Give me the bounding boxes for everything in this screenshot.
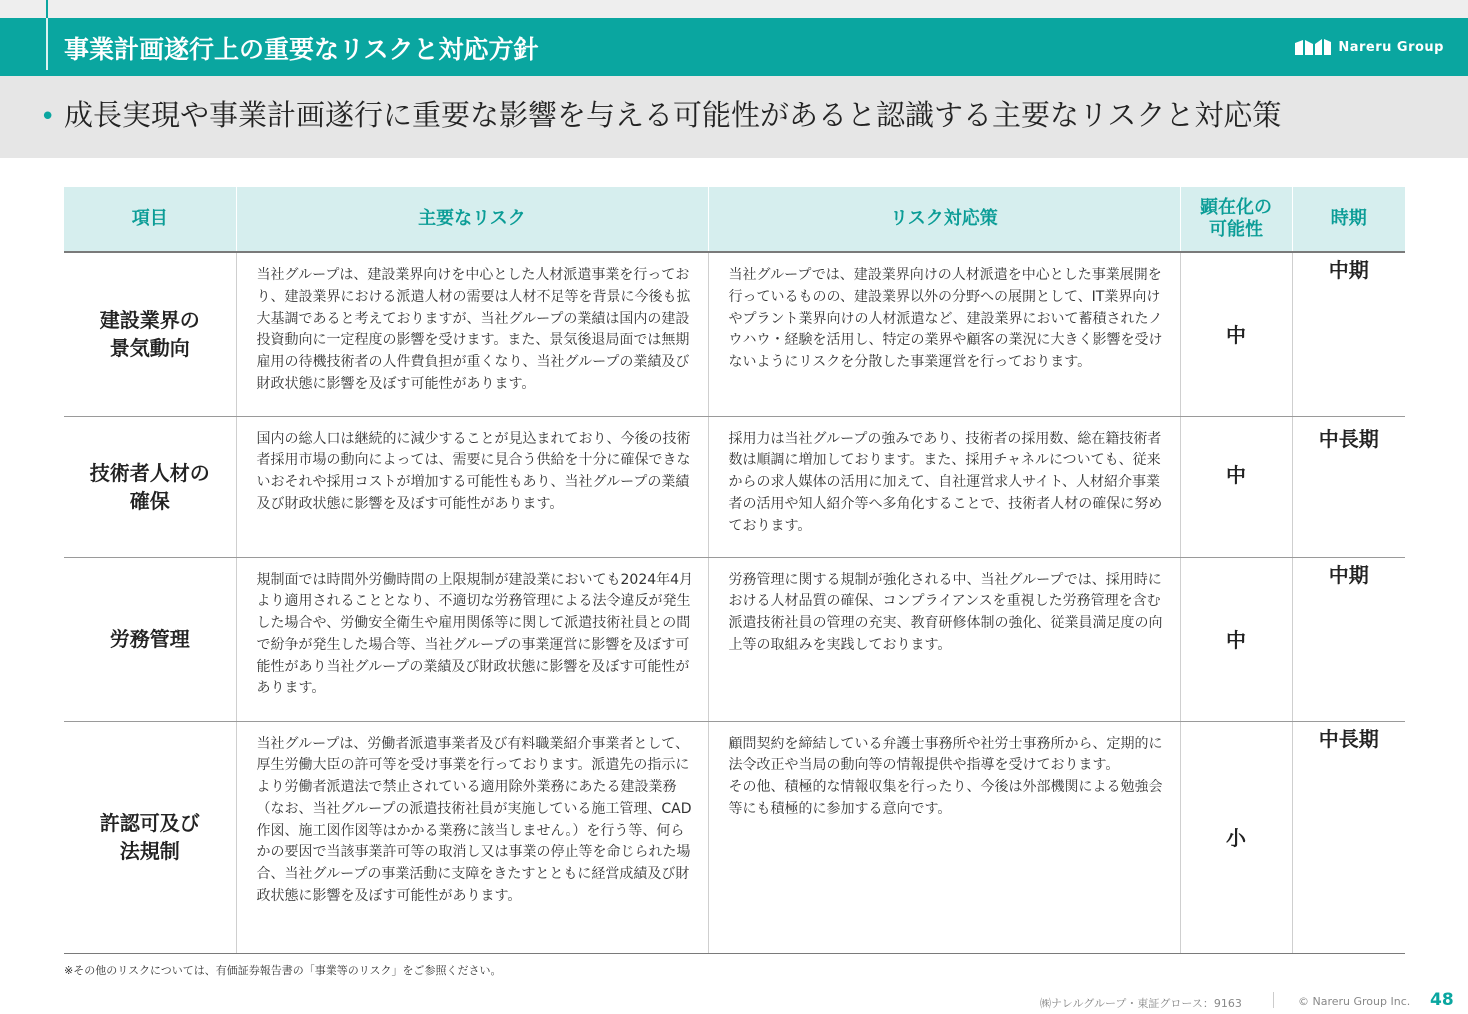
row-item-line1: 許認可及び (99, 811, 200, 835)
table-row (64, 557, 1405, 721)
row-item-line1: 建設業界の (99, 308, 200, 333)
header-divider (46, 18, 48, 70)
table-row (64, 721, 1405, 953)
bullet-icon: • (40, 102, 56, 132)
table-row (64, 416, 1405, 557)
header-period: 時期 (1292, 187, 1405, 252)
row-period: 中長期 (1292, 416, 1405, 557)
row-item (64, 252, 236, 416)
footer-copyright: © Nareru Group Inc. (1298, 995, 1411, 1008)
row-risk: 規制面では時間外労働時間の上限規制が建設業においても2024年4月より適用されることとなり、不適切な労務管理による法令違反が発生した場合や、労働安全衛生や雇用関係等に関して派遣技術社員との間で紛争が発生した場合等、当社グループの事業運営に影響を及ぼす可能性があり当社グループの業績及び財政状態に影響を及ぼす可能性があります。 (236, 557, 708, 721)
row-item-line2: 法規制 (119, 839, 180, 863)
row-item (64, 721, 236, 953)
row-likelihood: 中 (1180, 557, 1292, 721)
risk-table (64, 187, 1405, 954)
row-measure-para2: その他、積極的な情報収集を行ったり、今後は外部機関による勉強会等にも積極的に参加する意向です。 (728, 779, 1163, 817)
logo-mark-icon (1294, 37, 1332, 57)
row-item-line1: 技術者人材の (89, 460, 210, 485)
header-item: 項目 (64, 187, 236, 252)
row-risk: 国内の総人口は継続的に減少することが見込まれており、今後の技術者採用市場の動向によっては、需要に見合う供給を十分に確保できないおそれや採用コストが増加する可能性もあり、当社グループの業績及び財政状態に影響を及ぼす可能性があります。 (236, 416, 708, 557)
row-period: 中期 (1292, 252, 1405, 416)
row-item (64, 557, 236, 721)
header-risk: 主要なリスク (236, 187, 708, 252)
row-measure: 採用力は当社グループの強みであり、技術者の採用数、総在籍技術者数は順調に増加しております。また、採用チャネルについても、従来からの求人媒体の活用に加えて、自社運営求人サイト、人材紹介事業者の活用や知人紹介等へ多角化することで、技術者人材の確保に努めております。 (708, 416, 1180, 557)
header-band (0, 18, 1468, 76)
subtitle-band (0, 76, 1468, 158)
row-likelihood: 小 (1180, 721, 1292, 953)
row-likelihood: 中 (1180, 252, 1292, 416)
header-likelihood (1180, 187, 1292, 252)
row-measure-para1: 顧問契約を締結している弁護士事務所や社労士事務所から、定期的に法令改正や当局の動向等の情報提供や指導を受けております。 (728, 735, 1163, 774)
row-period: 中長期 (1292, 721, 1405, 953)
row-likelihood: 中 (1180, 416, 1292, 557)
row-item-line2: 景気動向 (109, 336, 190, 361)
footer-divider (1273, 992, 1274, 1008)
page-number: 48 (1430, 990, 1454, 1010)
row-measure (708, 721, 1180, 953)
header-measure: リスク対応策 (708, 187, 1180, 252)
row-measure: 労務管理に関する規制が強化される中、当社グループでは、採用時における人材品質の確保、コンプライアンスを重視した労務管理を含む派遣技術社員の管理の充実、教育研修体制の強化、従業員満足度の向上等の取組みを実践しております。 (708, 557, 1180, 721)
row-item-line1: 労務管理 (109, 627, 190, 651)
table-header-row (64, 187, 1405, 252)
row-risk: 当社グループは、労働者派遣事業者及び有料職業紹介事業者として、厚生労働大臣の許可等を受け事業を行っております。派遣先の指示により労働者派遣法で禁止されている適用除外業務にあたる建設業務（なお、当社グループの派遣技術社員が実施している施工管理、CAD作図、施工図作図等はかかる業務に該当しません。）を行う等、何らかの要因で当該事業許可等の取消し又は事業の停止等を命じられた場合、当社グループの事業活動に支障をきたすとともに経営成績及び財政状態に影響を及ぼす可能性があります。 (236, 721, 708, 953)
footnote: ※その他のリスクについては、有価証券報告書の「事業等のリスク」をご参照ください。 (64, 964, 502, 977)
header-likelihood-line1: 顕在化の (1200, 197, 1272, 218)
header-likelihood-line2: 可能性 (1209, 219, 1263, 240)
company-logo (1294, 37, 1444, 57)
logo-text: Nareru Group (1338, 39, 1444, 55)
subtitle-text: 成長実現や事業計画遂行に重要な影響を与える可能性があると認識する主要なリスクと対応策 (64, 98, 1282, 132)
footer-company: ㈱ナレルグループ・東証グロース：9163 (1040, 997, 1242, 1010)
page-title: 事業計画遂行上の重要なリスクと対応方針 (64, 35, 539, 64)
row-risk: 当社グループは、建設業界向けを中心とした人材派遣事業を行っており、建設業界における派遣人材の需要は人材不足等を背景に今後も拡大基調であると考えておりますが、当社グループの業績は国内の建設投資動向に一定程度の影響を受けます。また、景気後退局面では無期雇用の待機技術者の人件費負担が重くなり、当社グループの業績及び財政状態に影響を及ぼす可能性があります。 (236, 252, 708, 416)
row-item-line2: 確保 (129, 488, 170, 513)
row-period: 中期 (1292, 557, 1405, 721)
table-row (64, 252, 1405, 416)
row-item (64, 416, 236, 557)
row-measure: 当社グループでは、建設業界向けの人材派遣を中心とした事業展開を行っているものの、建設業界以外の分野への展開として、IT業界向けやプラント業界向けの人材派遣など、建設業界において蓄積されたノウハウ・経験を活用し、特定の業界や顧客の業況に大きく影響を受けないようにリスクを分散した事業運営を行っております。 (708, 252, 1180, 416)
top-strip (0, 0, 1468, 18)
